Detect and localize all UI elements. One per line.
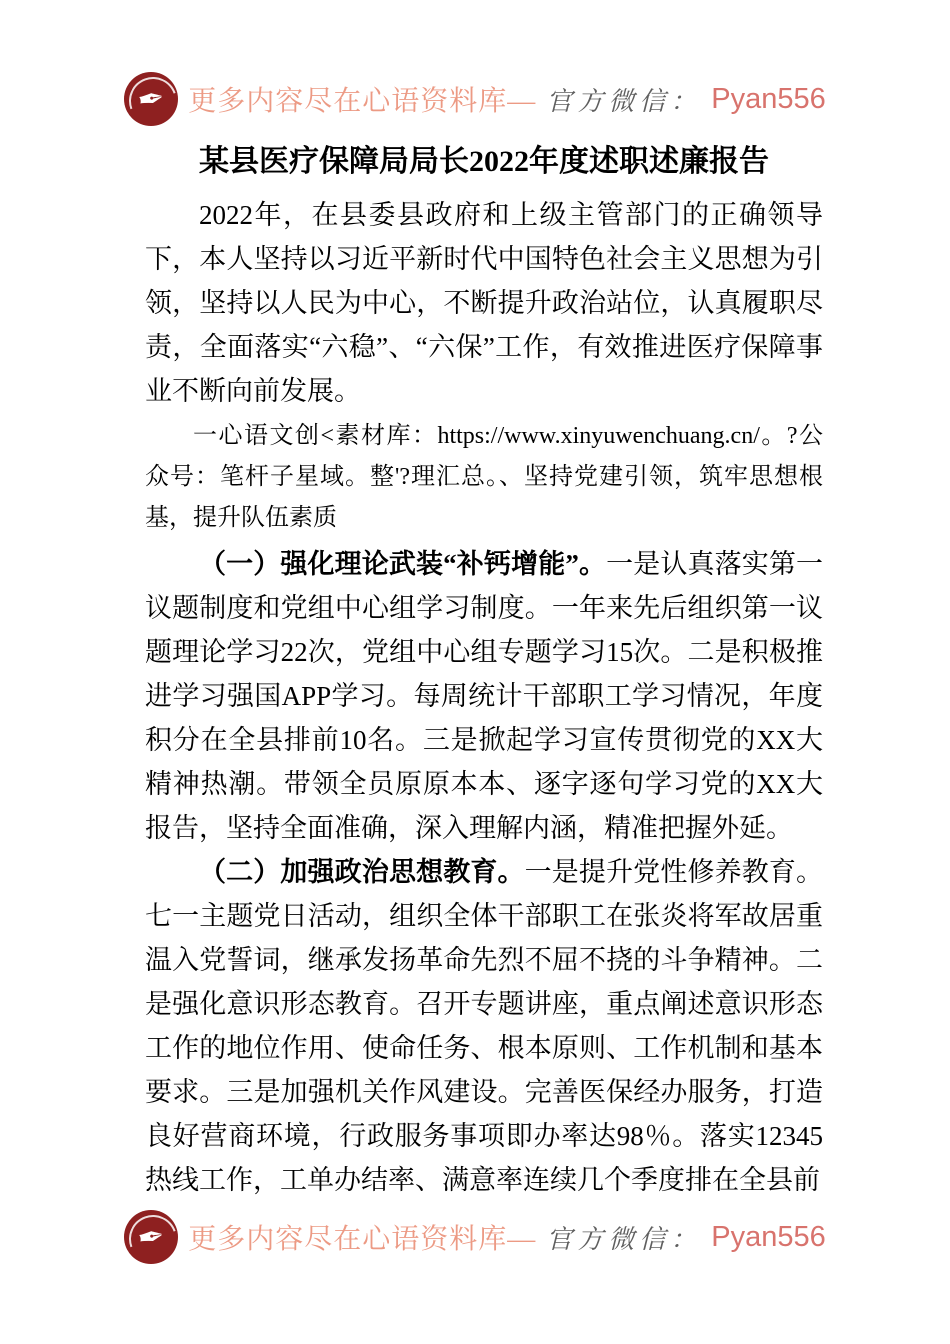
banner-wechat-id: Pyan556 [711, 1220, 826, 1253]
pen-nib-logo [124, 72, 178, 126]
banner-wechat-id: Pyan556 [711, 82, 826, 115]
section-1-heading: （一）强化理论武装“补钙增能”。 [199, 549, 607, 579]
page-title: 某县医疗保障局局长2022年度述职述廉报告 [199, 145, 769, 178]
pen-nib-icon [120, 1206, 183, 1269]
section-1-body: 一是认真落实第一议题制度和党组中心组学习制度。一年来先后组织第一议题理论学习22次，党组中心组专题学习15次。二是积极推进学习强国APP学习。每周统计干部职工学习情况，年度积分在全县排前10名。三是掀起学习宣传贯彻党的XX大精神热潮。带领全员原原本本、逐字逐句学习党的XX大报告，坚持全面准确，深入理解内涵，精准把握外延。 [145, 549, 824, 843]
header-watermark-banner [0, 70, 950, 128]
paragraph-intro [145, 193, 823, 413]
section-2-body: 一是提升党性修养教育。七一主题党日活动，组织全体干部职工在张炎将军故居重温入党誓词，继承发扬革命先烈不屈不挠的斗争精神。二是强化意识形态教育。召开专题讲座，重点阐述意识形态工作的地位作用、使命任务、根本原则、工作机制和基本要求。三是加强机关作风建设。完善医保经办服务，打造良好营商环境，行政服务事项即办率达98％。落实12345热线工作，工单办结率、满意率连续几个季度排在全县前 [145, 857, 824, 1195]
banner-wechat-label: 官方微信： [546, 1224, 702, 1254]
banner-prefix-text: 更多内容尽在心语资料库— [188, 86, 537, 117]
document-content [145, 140, 823, 1202]
section-2-heading: （二）加强政治思想教育。 [199, 857, 525, 887]
paragraph-source-note [145, 416, 823, 539]
banner-wechat-label: 官方微信： [546, 86, 702, 116]
banner-prefix-text: 更多内容尽在心语资料库— [188, 1224, 537, 1255]
intro-text: 2022年，在县委县政府和上级主管部门的正确领导下，本人坚持以习近平新时代中国特色社会主义思想为引领，坚持以人民为中心，不断提升政治站位，认真履职尽责，全面落实“六稳”、“六保”工作，有效推进医疗保障事业不断向前发展。 [145, 200, 823, 406]
footer-watermark-banner [0, 1208, 950, 1266]
paragraph-section-1 [145, 542, 823, 850]
source-note-text: 一心语文创<素材库：https://www.xinyuwenchuang.cn/。?公众号：笔杆子星域。整'?理汇总。、坚持党建引领，筑牢思想根基，提升队伍素质 [145, 423, 823, 531]
pen-nib-icon [120, 68, 183, 131]
pen-nib-logo [124, 1210, 178, 1264]
paragraph-section-2 [145, 850, 823, 1202]
